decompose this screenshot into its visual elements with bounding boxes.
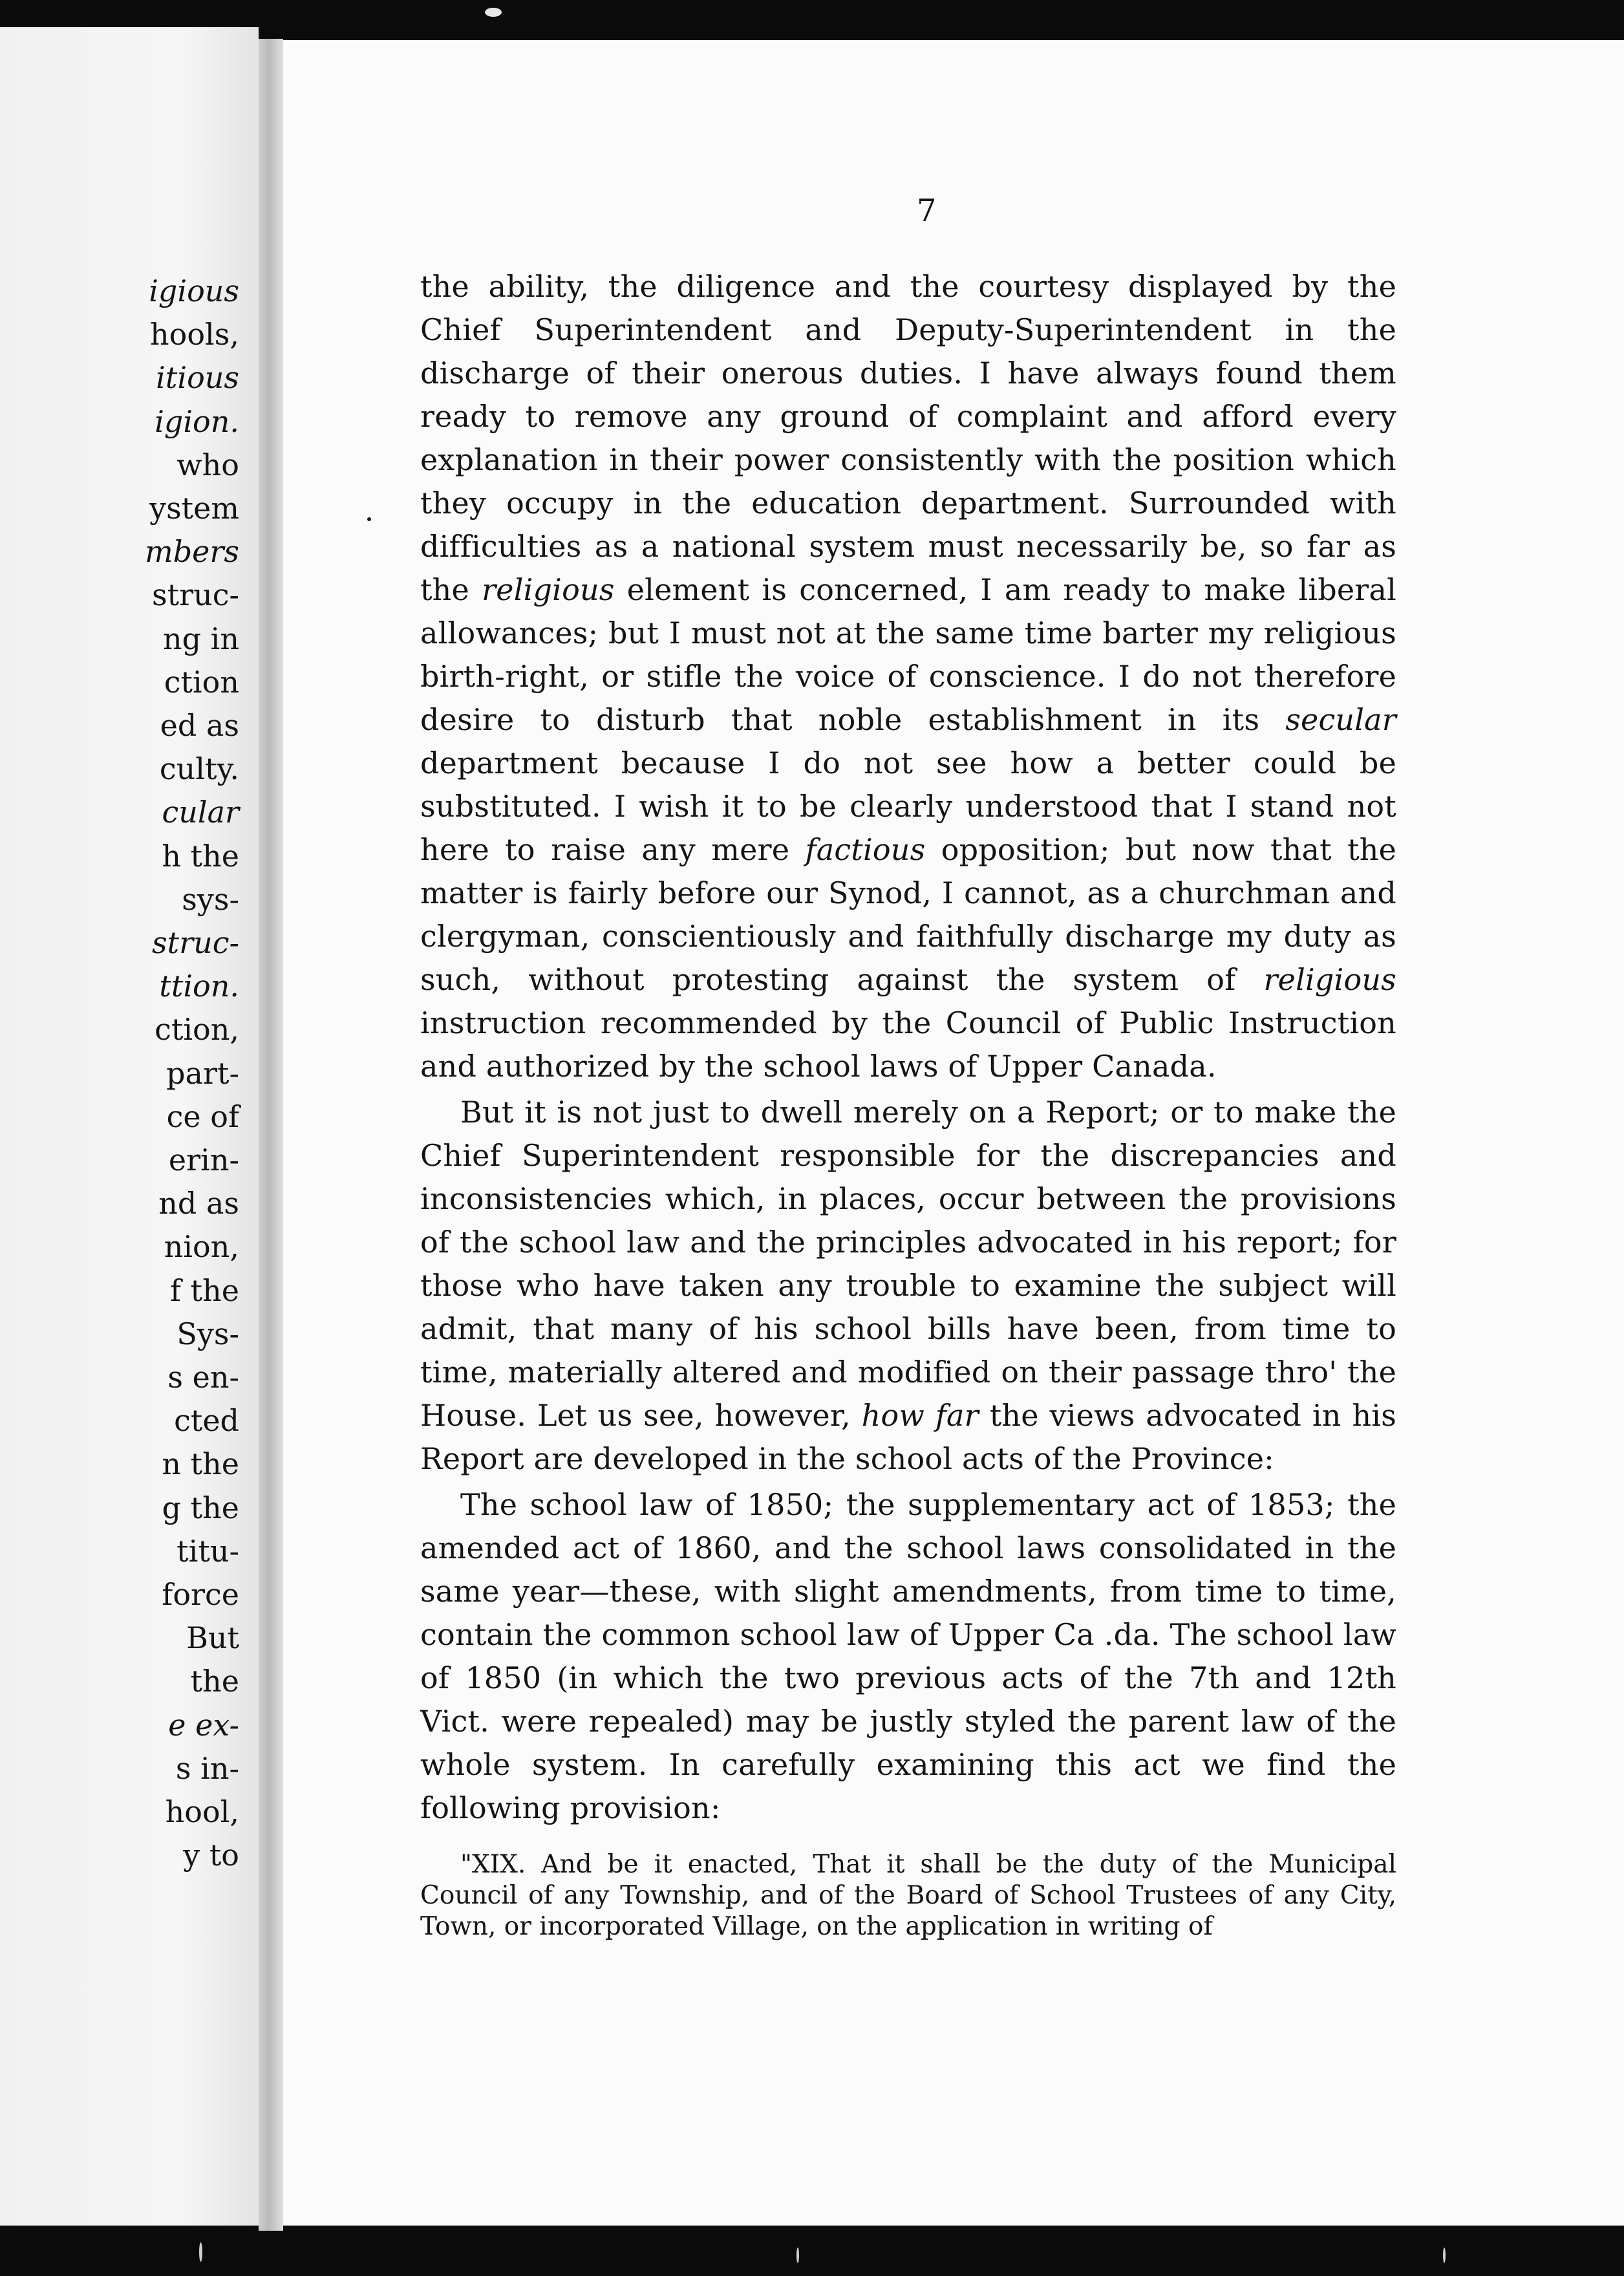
scan-speck [1443,2248,1446,2263]
left-page-fragment-line: titu- [176,1533,239,1569]
left-page-fragment-line: hools, [150,317,239,352]
left-page-fragment-line: g the [162,1490,239,1525]
paragraph-2: But it is not just to dwell merely on a Report; or to make the Chief Superintendent responsible for the discrepancies and inconsistencies which, in places, occur between the provisions of the school law and the principles advocated in his report; for those who have taken any trouble to examine the subject will admit, that many of his school bills have been, from time to time, materially altered and modified on their passage thro' the House. Let us see, however, how far the views advocated in his Report are developed in the school acts of the Province: [420,1095,1397,1476]
statute-quote: "XIX. And be it enacted, That it shall be the duty of the Municipal Council of any Township, and of the Board of School Trustees of any City, Town, or incorporated Village, on the application in writing of [420,1850,1396,1941]
scan-speck [485,8,502,17]
paragraph-3: The school law of 1850; the supplementary act of 1853; the amended act of 1860, and the school laws consolidated in the same year—these, with slight amendments, from time to time, contain the common school law of Upper Ca .da. The school law of 1850 (in which the two previous acts of the 7th and 12th Vict. were repealed) may be justly styled the parent law of the whole system. In carefully examining this act we find the following provision: [420,1487,1396,1825]
left-page-fragment-line: igion. [155,403,239,439]
left-page-fragment-line: igious [149,274,239,308]
left-page-fragment-line: ction, [155,1012,239,1047]
left-page-fragment-line: s en- [167,1360,239,1395]
left-page-fragment-line: erin- [168,1143,239,1177]
left-page-fragment-line: nion, [164,1229,239,1265]
left-page-fragment-line: ed as [160,708,239,743]
left-page-fragment-line: hool, [165,1794,239,1829]
left-page-fragment-line: n the [162,1446,239,1482]
left-page-fragment-line: Sys- [176,1316,239,1351]
left-page-fragment-line: who [176,447,239,482]
left-page-fragment-line: part- [166,1055,239,1091]
scan-speck [367,517,371,521]
left-page-fragment-line: ction [164,664,239,700]
left-page-fragment-line: nd as [158,1186,239,1221]
left-page-fragment-line: ng in [162,621,239,656]
left-page-fragment-line: f the [170,1272,239,1308]
scan-speck [796,2248,799,2263]
book-gutter [259,39,283,2231]
left-page-fragment-line: h the [162,838,239,874]
scan-speck [199,2242,202,2262]
left-page-fragment-line: struc- [151,577,239,613]
left-page-fragment-line: culty. [159,751,239,787]
left-page-fragment-line: mbers [145,534,239,570]
left-page-fragment-line: ttion. [159,969,239,1004]
left-page-fragment-line: sys- [182,881,239,917]
left-page-fragment-line: struc- [151,925,239,960]
left-page-fragment-line: the [190,1664,239,1699]
left-page-fragment-line: cular [162,795,239,830]
left-page-fragment-line: force [162,1577,239,1612]
left-page-fragment-line: y to [183,1838,239,1873]
left-page-fragment-line: ce of [166,1099,239,1134]
left-page-fragment-line: e ex- [168,1707,239,1743]
page-number: 7 [917,193,937,229]
left-page-fragment-line: itious [156,360,239,396]
body-text [420,265,1396,1942]
paragraph-1: the ability, the diligence and the courtesy displayed by the Chief Superintendent and Deputy-Superintendent in the discharge of their onerous duties. I have always found them ready to remove any ground of complaint and afford every explanation in their power consistently with the position which they occupy in the education department. Surrounded with difficulties as a national system must necessarily be, so far as the religious element is concerned, I am ready to make liberal allowances; but I must not at the same time barter my religious birth-right, or stifle the voice of conscience. I do not therefore desire to disturb that noble establishment in its secular department because I do not see how a better could be substituted. I wish it to be clearly understood that I stand not here to raise any mere factious opposition; but now that the matter is fairly before our Synod, I cannot, as a churchman and clergyman, conscientiously and faithfully discharge my duty as such, without protesting against the system of religious instruction recommended by the Council of Public Instruction and authorized by the school laws of Upper Canada. [420,269,1397,1084]
left-page-fragment [0,27,259,2226]
left-page-fragment-line: But [186,1620,239,1656]
left-page-fragment-line: s in- [175,1750,239,1786]
left-page-fragment-line: ystem [149,491,239,526]
left-page-fragment-line: cted [174,1403,239,1439]
